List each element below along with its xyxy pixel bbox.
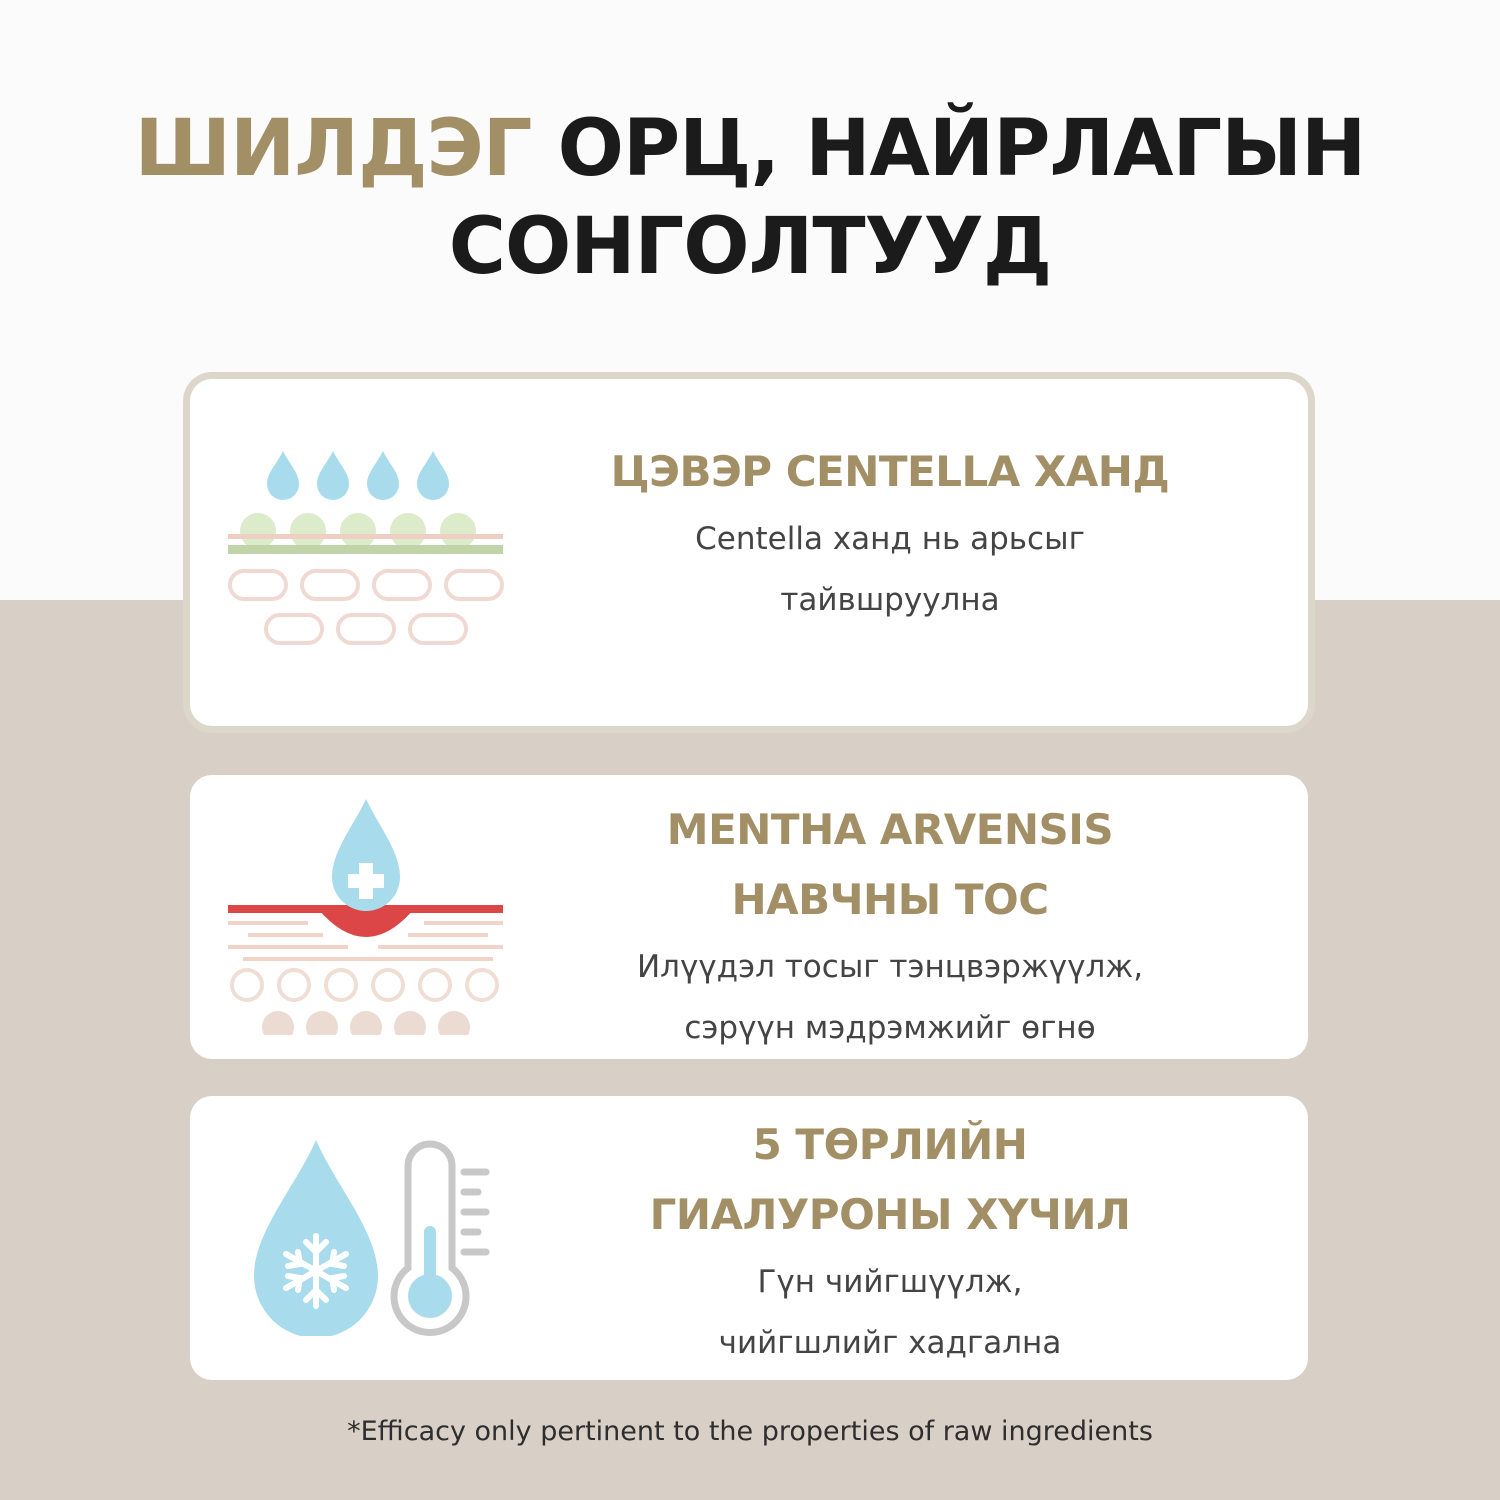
headline-accent: ШИЛДЭГ	[134, 104, 532, 194]
desc-line: Илүүдэл тосыг тэнцвэржүүлж,	[636, 949, 1144, 985]
desc-line: сэрүүн мэдрэмжийг өгнө	[684, 1010, 1096, 1046]
title-line: MENTHA ARVENSIS	[666, 805, 1114, 854]
card-text	[570, 1110, 1210, 1374]
card-text	[570, 437, 1210, 631]
title-line: ГИАЛУРОНЫ ХҮЧИЛ	[649, 1190, 1131, 1239]
card-title: ЦЭВЭР CENTELLA ХАНД	[610, 447, 1170, 496]
desc-line: Гүн чийгшүүлж,	[757, 1264, 1023, 1300]
desc-line: чийгшлийг хадгална	[718, 1325, 1062, 1361]
card-description	[570, 509, 1210, 631]
ingredient-card-mentha	[190, 775, 1308, 1059]
card-description	[570, 937, 1210, 1059]
headline-line-2: СОНГОЛТУУД	[448, 202, 1052, 292]
footnote: *Efficacy only pertinent to the properties of raw ingredients	[347, 1416, 1153, 1447]
title-line: 5 ТӨРЛИЙН	[752, 1120, 1028, 1169]
headline-line-1	[0, 100, 1500, 198]
card-title	[570, 1110, 1210, 1250]
card-text	[570, 795, 1210, 1059]
page-headline	[0, 100, 1500, 296]
ingredient-card-hyaluronic	[190, 1096, 1308, 1380]
oil-drop-skin-icon	[228, 795, 508, 1040]
card-title	[570, 795, 1210, 935]
headline-rest: ОРЦ, НАЙРЛАГЫН	[531, 104, 1366, 194]
ingredient-card-centella	[190, 379, 1308, 726]
title-line: НАВЧНЫ ТОС	[731, 875, 1049, 924]
card-description	[570, 1252, 1210, 1374]
centella-skin-layer-icon	[228, 451, 508, 656]
snowflake-drop-thermometer-icon	[248, 1136, 498, 1341]
desc-line: тайвшруулна	[780, 582, 1000, 618]
desc-line: Centella ханд нь арьсыг	[695, 521, 1085, 557]
